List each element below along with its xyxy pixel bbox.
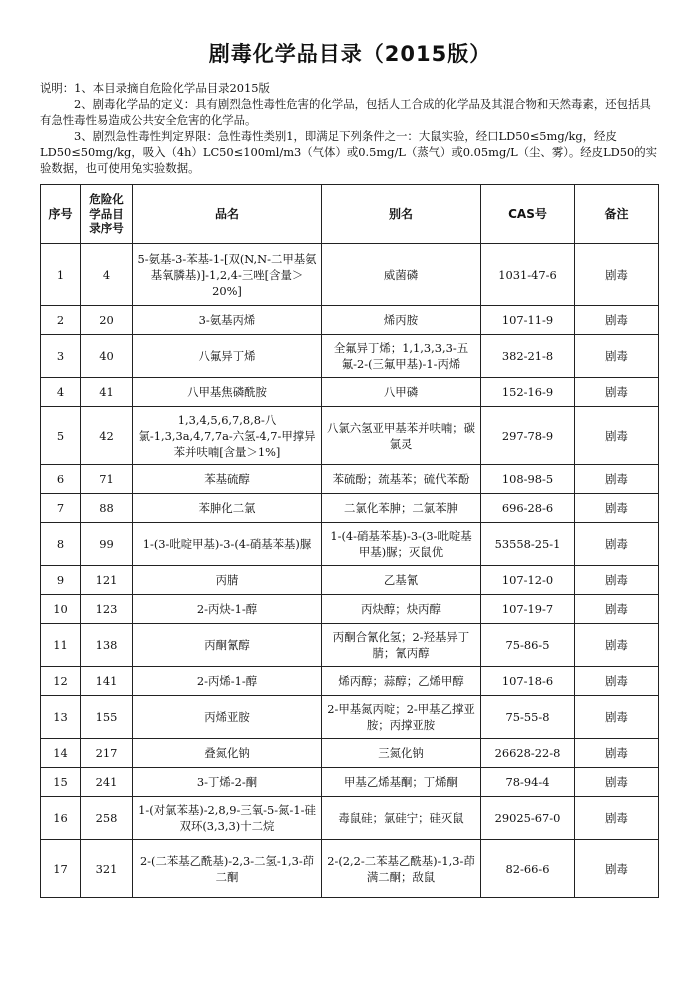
table-row	[41, 566, 659, 595]
cell-cas: 75-86-5	[481, 624, 575, 667]
cell-remark: 剧毒	[575, 696, 659, 739]
cell-name: 5-氨基-3-苯基-1-[双(N,N-二甲基氨基氧膦基)]-1,2,4-三唑[含量＞20%]	[133, 244, 322, 306]
cell-catalog-seq: 258	[81, 797, 133, 840]
table-row	[41, 378, 659, 407]
cell-alias: 三氮化钠	[322, 739, 481, 768]
cell-catalog-seq: 71	[81, 465, 133, 494]
table-row	[41, 840, 659, 898]
cell-seq: 14	[41, 739, 81, 768]
cell-name: 苯基硫醇	[133, 465, 322, 494]
cell-catalog-seq: 41	[81, 378, 133, 407]
cell-catalog-seq: 217	[81, 739, 133, 768]
cell-cas: 78-94-4	[481, 768, 575, 797]
cell-seq: 12	[41, 667, 81, 696]
cell-remark: 剧毒	[575, 378, 659, 407]
cell-catalog-seq: 20	[81, 306, 133, 335]
cell-name: 丙烯亚胺	[133, 696, 322, 739]
cell-seq: 13	[41, 696, 81, 739]
cell-cas: 107-12-0	[481, 566, 575, 595]
header-remark: 备注	[575, 185, 659, 244]
note-1: 说明：1、本目录摘自危险化学品目录2015版	[40, 81, 270, 95]
cell-name: 丙酮氰醇	[133, 624, 322, 667]
cell-name: 苯胂化二氯	[133, 494, 322, 523]
cell-remark: 剧毒	[575, 407, 659, 465]
cell-catalog-seq: 123	[81, 595, 133, 624]
cell-cas: 26628-22-8	[481, 739, 575, 768]
table-row	[41, 696, 659, 739]
cell-cas: 152-16-9	[481, 378, 575, 407]
cell-seq: 1	[41, 244, 81, 306]
cell-remark: 剧毒	[575, 465, 659, 494]
cell-cas: 75-55-8	[481, 696, 575, 739]
cell-catalog-seq: 4	[81, 244, 133, 306]
cell-name: 1-(3-吡啶甲基)-3-(4-硝基苯基)脲	[133, 523, 322, 566]
cell-cas: 53558-25-1	[481, 523, 575, 566]
cell-seq: 7	[41, 494, 81, 523]
cell-cas: 382-21-8	[481, 335, 575, 378]
cell-remark: 剧毒	[575, 768, 659, 797]
cell-cas: 82-66-6	[481, 840, 575, 898]
cell-alias: 烯丙胺	[322, 306, 481, 335]
cell-seq: 9	[41, 566, 81, 595]
cell-name: 2-(二苯基乙酰基)-2,3-二氢-1,3-茚二酮	[133, 840, 322, 898]
table-row	[41, 667, 659, 696]
cell-remark: 剧毒	[575, 667, 659, 696]
cell-cas: 1031-47-6	[481, 244, 575, 306]
cell-seq: 16	[41, 797, 81, 840]
cell-remark: 剧毒	[575, 523, 659, 566]
cell-name: 2-丙炔-1-醇	[133, 595, 322, 624]
cell-cas: 696-28-6	[481, 494, 575, 523]
cell-remark: 剧毒	[575, 335, 659, 378]
cell-alias: 威菌磷	[322, 244, 481, 306]
chemicals-table	[40, 184, 659, 898]
cell-catalog-seq: 241	[81, 768, 133, 797]
note-3: 3、剧烈急性毒性判定界限：急性毒性类别1，即满足下列条件之一：大鼠实验，经口LD50≤5mg/kg，经皮LD50≤50mg/kg，吸入（4h）LC50≤100ml/m3（气体）或0.5mg/L（蒸气）或0.05mg/L（尘、雾）。经皮LD50的实验数据，也可使用兔实验数据。	[40, 129, 658, 175]
cell-name: 丙腈	[133, 566, 322, 595]
cell-remark: 剧毒	[575, 595, 659, 624]
cell-cas: 29025-67-0	[481, 797, 575, 840]
cell-seq: 3	[41, 335, 81, 378]
cell-alias: 二氯化苯胂；二氯苯胂	[322, 494, 481, 523]
cell-cas: 107-19-7	[481, 595, 575, 624]
table-row	[41, 768, 659, 797]
table-row	[41, 624, 659, 667]
cell-alias: 2-甲基氮丙啶；2-甲基乙撑亚胺；丙撑亚胺	[322, 696, 481, 739]
table-row	[41, 335, 659, 378]
cell-seq: 15	[41, 768, 81, 797]
cell-remark: 剧毒	[575, 739, 659, 768]
cell-name: 2-丙烯-1-醇	[133, 667, 322, 696]
cell-alias: 丙酮合氰化氢；2-羟基异丁腈；氰丙醇	[322, 624, 481, 667]
cell-remark: 剧毒	[575, 494, 659, 523]
table-row	[41, 465, 659, 494]
cell-name: 八甲基焦磷酰胺	[133, 378, 322, 407]
table-row	[41, 523, 659, 566]
cell-remark: 剧毒	[575, 840, 659, 898]
header-catalog-seq: 危险化学品目录序号	[81, 185, 133, 244]
table-row	[41, 306, 659, 335]
cell-remark: 剧毒	[575, 306, 659, 335]
cell-name: 1-(对氯苯基)-2,8,9-三氧-5-氮-1-硅双环(3,3,3)十二烷	[133, 797, 322, 840]
cell-seq: 17	[41, 840, 81, 898]
cell-alias: 甲基乙烯基酮；丁烯酮	[322, 768, 481, 797]
document-title: 剧毒化学品目录（2015版）	[208, 42, 492, 66]
cell-name: 3-丁烯-2-酮	[133, 768, 322, 797]
cell-seq: 4	[41, 378, 81, 407]
table-row	[41, 595, 659, 624]
cell-seq: 6	[41, 465, 81, 494]
cell-alias: 八氯六氢亚甲基苯并呋喃；碳氯灵	[322, 407, 481, 465]
cell-seq: 8	[41, 523, 81, 566]
cell-name: 3-氨基丙烯	[133, 306, 322, 335]
cell-cas: 107-11-9	[481, 306, 575, 335]
header-alias: 别名	[322, 185, 481, 244]
table-row	[41, 739, 659, 768]
cell-name: 叠氮化钠	[133, 739, 322, 768]
table-header-row	[41, 185, 659, 244]
cell-alias: 毒鼠硅；氯硅宁；硅灭鼠	[322, 797, 481, 840]
cell-cas: 107-18-6	[481, 667, 575, 696]
cell-alias: 烯丙醇；蒜醇；乙烯甲醇	[322, 667, 481, 696]
cell-cas: 297-78-9	[481, 407, 575, 465]
cell-catalog-seq: 155	[81, 696, 133, 739]
cell-remark: 剧毒	[575, 566, 659, 595]
notes-section	[40, 80, 660, 176]
table-row	[41, 407, 659, 465]
cell-catalog-seq: 138	[81, 624, 133, 667]
table-row	[41, 494, 659, 523]
cell-alias: 乙基氰	[322, 566, 481, 595]
cell-cas: 108-98-5	[481, 465, 575, 494]
cell-alias: 八甲磷	[322, 378, 481, 407]
cell-name: 1,3,4,5,6,7,8,8-八氯-1,3,3a,4,7,7a-六氢-4,7-甲撑异苯并呋喃[含量＞1%]	[133, 407, 322, 465]
table-row	[41, 244, 659, 306]
note-2: 2、剧毒化学品的定义：具有剧烈急性毒性危害的化学品，包括人工合成的化学品及其混合物和天然毒素，还包括具有急性毒性易造成公共安全危害的化学品。	[40, 97, 651, 127]
cell-catalog-seq: 99	[81, 523, 133, 566]
cell-seq: 10	[41, 595, 81, 624]
cell-catalog-seq: 40	[81, 335, 133, 378]
header-seq: 序号	[41, 185, 81, 244]
cell-remark: 剧毒	[575, 244, 659, 306]
cell-alias: 全氟异丁烯；1,1,3,3,3-五氟-2-(三氟甲基)-1-丙烯	[322, 335, 481, 378]
table-body	[41, 244, 659, 898]
cell-catalog-seq: 141	[81, 667, 133, 696]
header-cas: CAS号	[481, 185, 575, 244]
cell-name: 八氟异丁烯	[133, 335, 322, 378]
cell-catalog-seq: 88	[81, 494, 133, 523]
cell-catalog-seq: 321	[81, 840, 133, 898]
cell-seq: 2	[41, 306, 81, 335]
cell-catalog-seq: 42	[81, 407, 133, 465]
table-row	[41, 797, 659, 840]
header-name: 品名	[133, 185, 322, 244]
cell-alias: 1-(4-硝基苯基)-3-(3-吡啶基甲基)脲；灭鼠优	[322, 523, 481, 566]
cell-remark: 剧毒	[575, 797, 659, 840]
cell-seq: 11	[41, 624, 81, 667]
cell-alias: 2-(2,2-二苯基乙酰基)-1,3-茚满二酮；敌鼠	[322, 840, 481, 898]
cell-seq: 5	[41, 407, 81, 465]
cell-alias: 苯硫酚；巯基苯；硫代苯酚	[322, 465, 481, 494]
cell-remark: 剧毒	[575, 624, 659, 667]
cell-catalog-seq: 121	[81, 566, 133, 595]
cell-alias: 丙炔醇；炔丙醇	[322, 595, 481, 624]
